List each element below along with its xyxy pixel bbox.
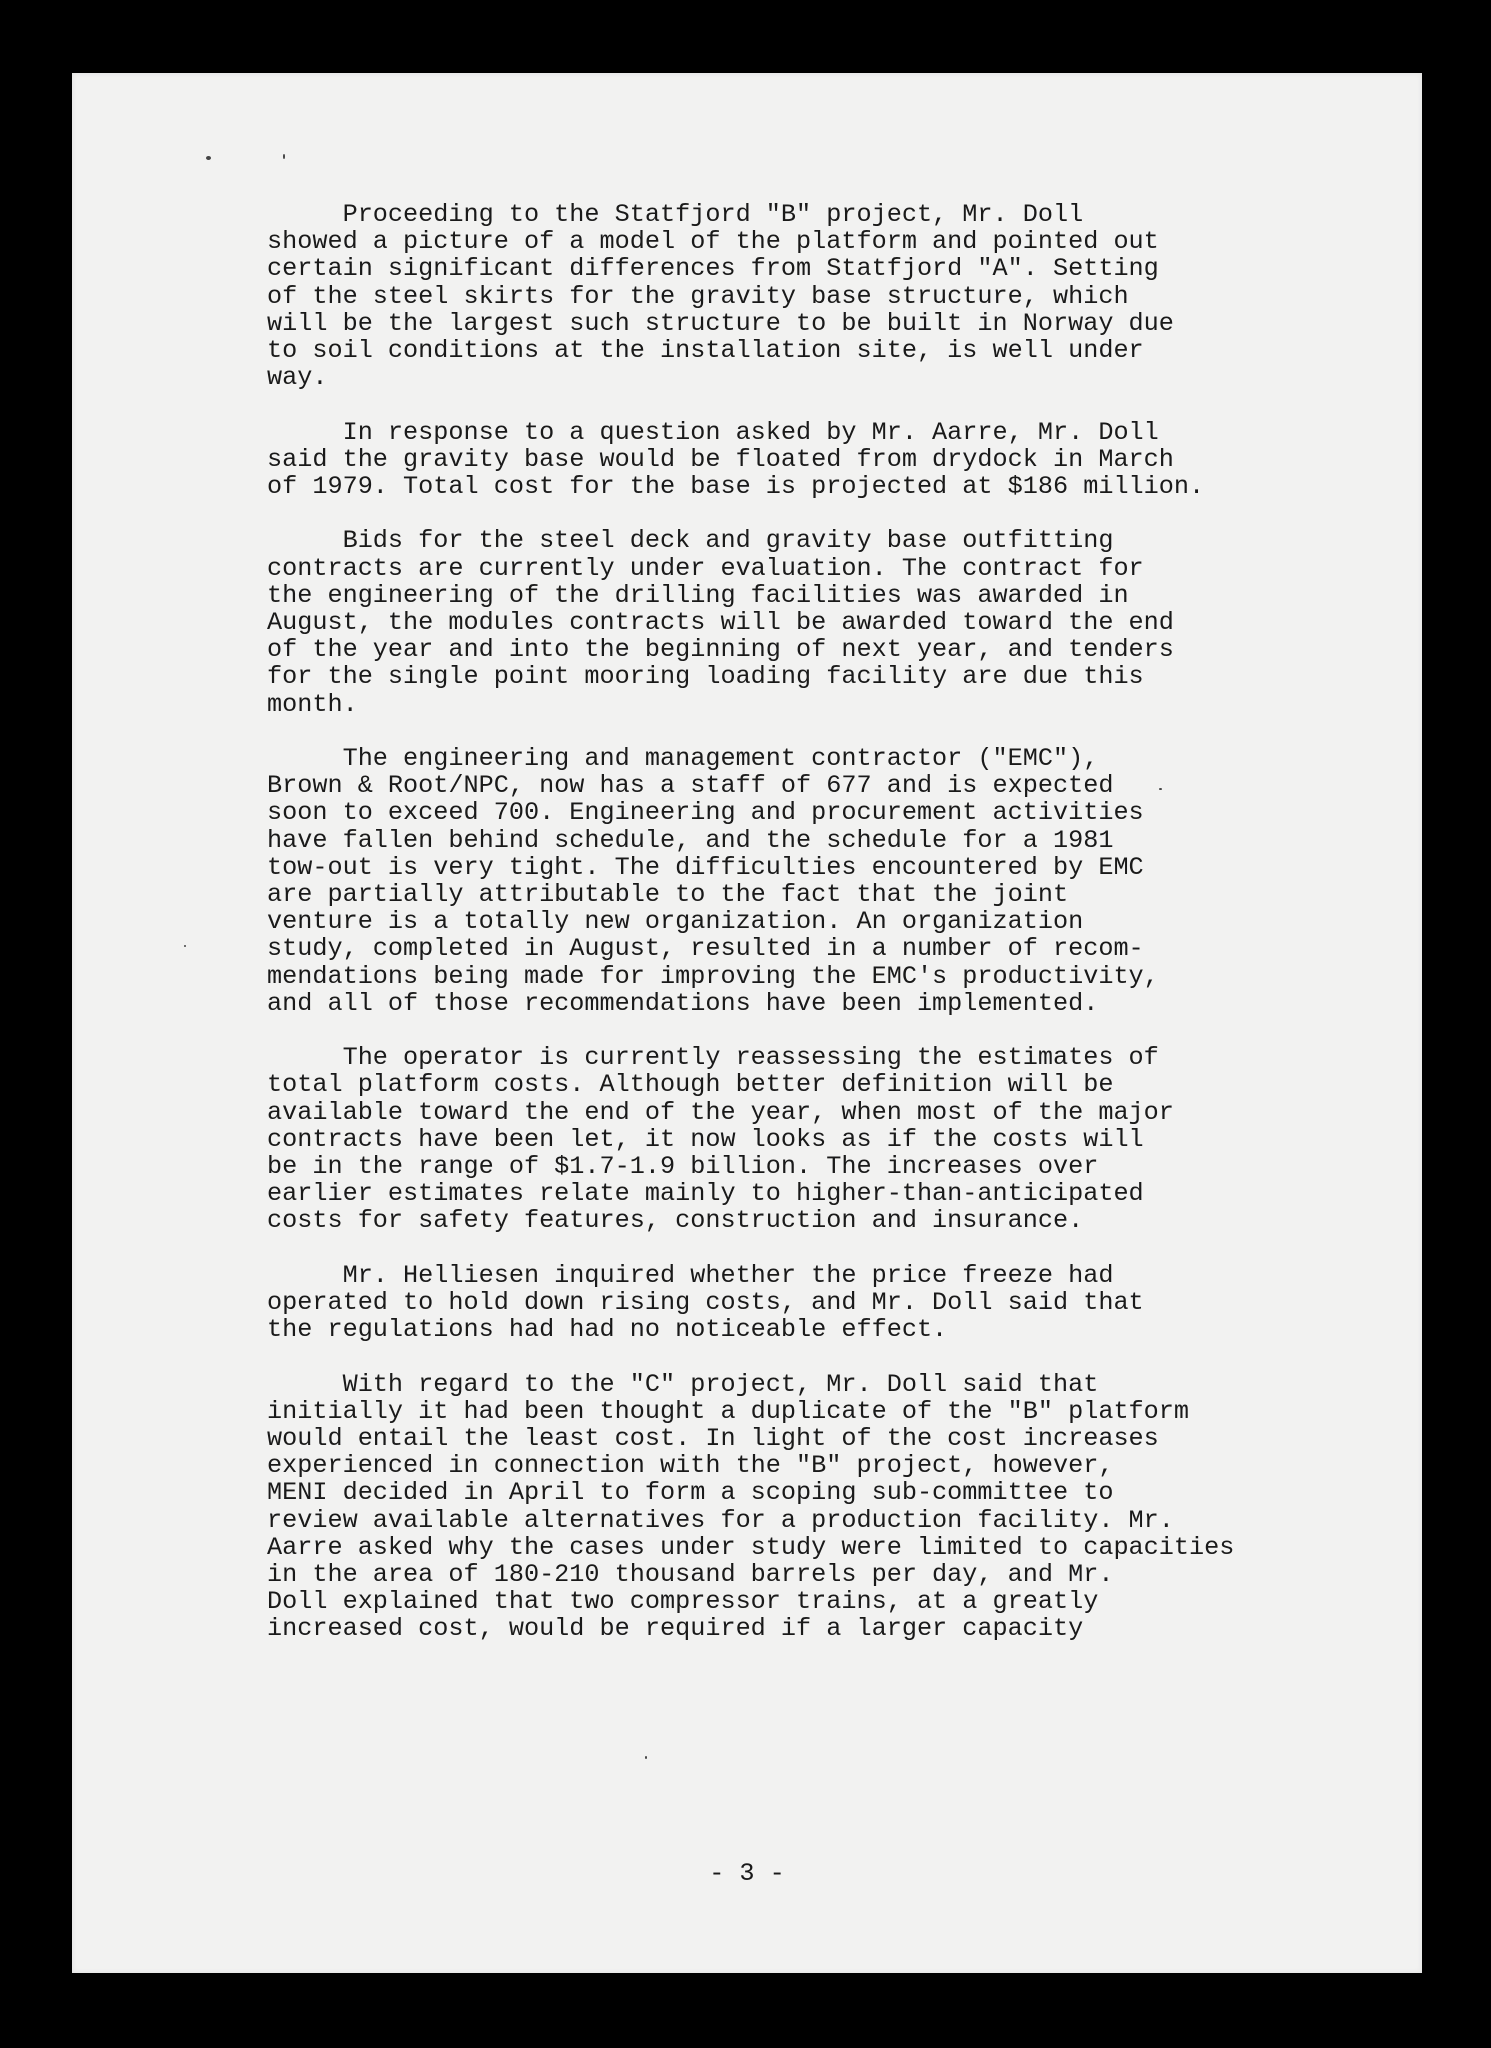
page-number: - 3 -	[709, 1859, 785, 1888]
text-line: for the single point mooring loading facility are due this	[267, 662, 1144, 692]
text-line: soon to exceed 700. Engineering and procurement activities	[267, 798, 1144, 828]
text-line: Bids for the steel deck and gravity base outfitting	[267, 526, 1114, 556]
text-line: available toward the end of the year, when most of the major	[267, 1097, 1174, 1127]
text-line: and all of those recommendations have been implemented.	[267, 988, 1099, 1018]
paragraph-6	[267, 1262, 1387, 1344]
text-line: showed a picture of a model of the platform and pointed out	[267, 227, 1159, 257]
text-line: of 1979. Total cost for the base is projected at $186 million.	[267, 472, 1205, 502]
text-line: Doll explained that two compressor trains, at a greatly	[267, 1587, 1099, 1617]
scan-speck	[645, 1756, 647, 1759]
text-line: In response to a question asked by Mr. Aarre, Mr. Doll	[267, 417, 1159, 447]
paragraph-1	[267, 201, 1387, 391]
text-line: The engineering and management contractor ("EMC"),	[267, 744, 1099, 774]
text-line: The operator is currently reassessing the estimates of	[267, 1043, 1159, 1073]
text-line: contracts have been let, it now looks as if the costs will	[267, 1124, 1144, 1154]
paragraph-3	[267, 527, 1387, 717]
paragraph-2	[267, 419, 1387, 501]
text-line: increased cost, would be required if a larger capacity	[267, 1614, 1084, 1644]
text-line: With regard to the "C" project, Mr. Doll said that	[267, 1369, 1099, 1399]
text-line: costs for safety features, construction and insurance.	[267, 1206, 1084, 1236]
text-line: Brown & Root/NPC, now has a staff of 677 and is expected	[267, 771, 1114, 801]
scan-speck	[206, 156, 211, 160]
text-line: study, completed in August, resulted in a number of recom-	[267, 934, 1144, 964]
text-line: be in the range of $1.7-1.9 billion. The increases over	[267, 1152, 1099, 1182]
text-line: would entail the least cost. In light of the cost increases	[267, 1424, 1159, 1454]
text-line: earlier estimates relate mainly to higher-than-anticipated	[267, 1179, 1144, 1209]
text-line: venture is a totally new organization. An organization	[267, 907, 1084, 937]
text-line: MENI decided in April to form a scoping sub-committee to	[267, 1478, 1114, 1508]
text-line: of the steel skirts for the gravity base structure, which	[267, 281, 1129, 311]
text-line: in the area of 180-210 thousand barrels per day, and Mr.	[267, 1560, 1114, 1590]
text-line: tow-out is very tight. The difficulties encountered by EMC	[267, 852, 1144, 882]
paragraph-7	[267, 1371, 1387, 1643]
paragraph-5	[267, 1044, 1387, 1234]
text-line: Aarre asked why the cases under study were limited to capacities	[267, 1532, 1235, 1562]
text-line: will be the largest such structure to be built in Norway due	[267, 308, 1174, 338]
text-line: contracts are currently under evaluation. The contract for	[267, 553, 1144, 583]
text-line: total platform costs. Although better definition will be	[267, 1070, 1114, 1100]
text-line: Proceeding to the Statfjord "B" project, Mr. Doll	[267, 200, 1084, 229]
body-text	[267, 201, 1387, 1670]
text-line: the regulations had had no noticeable effect.	[267, 1315, 948, 1345]
text-line: Mr. Helliesen inquired whether the price freeze had	[267, 1260, 1114, 1290]
text-line: August, the modules contracts will be awarded toward the end	[267, 608, 1174, 638]
text-line: review available alternatives for a production facility. Mr.	[267, 1505, 1174, 1535]
text-line: of the year and into the beginning of next year, and tenders	[267, 635, 1174, 665]
document-page	[72, 73, 1422, 1973]
scan-speck	[283, 154, 285, 159]
text-line: month.	[267, 689, 358, 719]
text-line: initially it had been thought a duplicate of the "B" platform	[267, 1396, 1190, 1426]
scan-speck	[184, 945, 186, 947]
text-line: experienced in connection with the "B" project, however,	[267, 1451, 1114, 1481]
paragraph-4	[267, 745, 1387, 1017]
text-line: certain significant differences from Statfjord "A". Setting	[267, 254, 1159, 284]
text-line: are partially attributable to the fact that the joint	[267, 880, 1069, 910]
text-line: the engineering of the drilling facilities was awarded in	[267, 580, 1129, 610]
text-line: to soil conditions at the installation site, is well under	[267, 336, 1144, 366]
text-line: have fallen behind schedule, and the schedule for a 1981	[267, 825, 1114, 855]
text-line: way.	[267, 363, 328, 393]
text-line: said the gravity base would be floated from drydock in March	[267, 444, 1174, 474]
text-line: mendations being made for improving the EMC's productivity,	[267, 961, 1159, 991]
text-line: operated to hold down rising costs, and Mr. Doll said that	[267, 1288, 1144, 1318]
